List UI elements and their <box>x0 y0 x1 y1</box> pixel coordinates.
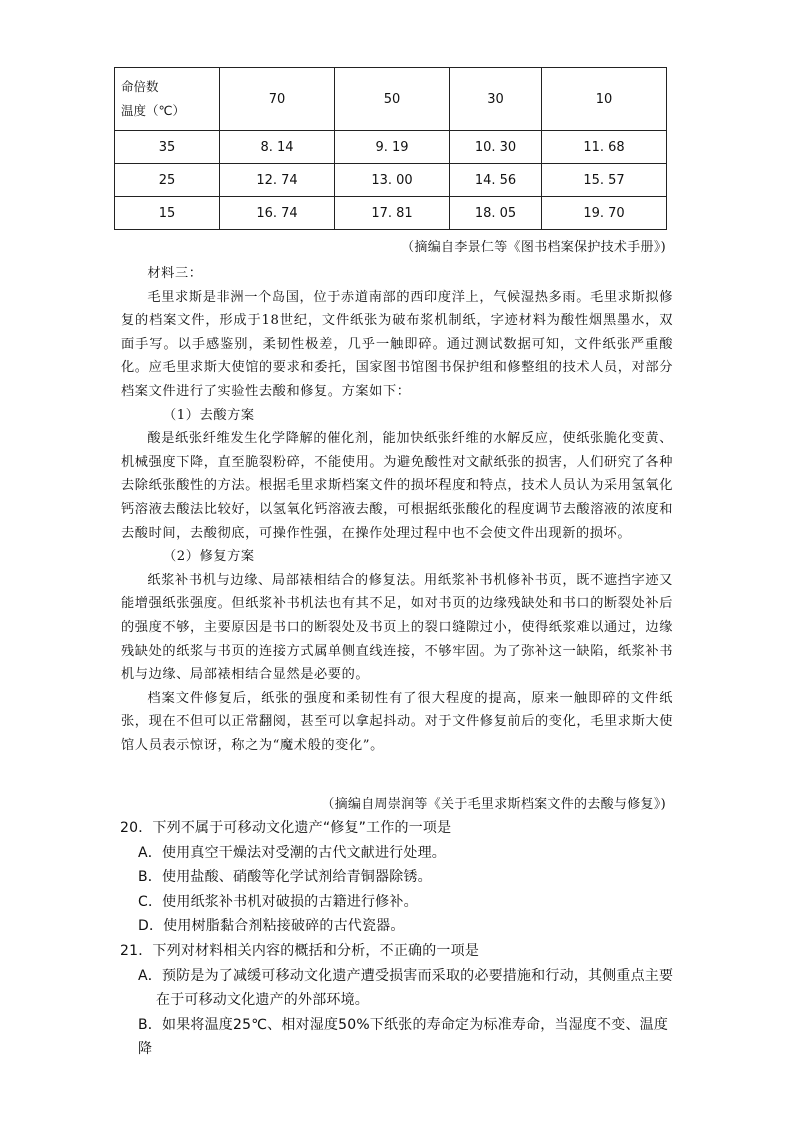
table-header-row <box>115 68 667 131</box>
question-21-option-a[interactable]: A．预防是为了减缓可移动文化遗产遭受损害而采取的必要措施和行动，其侧重点主要 <box>138 967 674 984</box>
question-21-option-a-continued: 在于可移动文化遗产的外部环境。 <box>156 992 369 1009</box>
question-20-option-c[interactable]: C．使用纸浆补书机对破损的古籍进行修补。 <box>138 893 418 910</box>
table-row <box>115 197 667 230</box>
table-cell: 8. 14 <box>220 131 335 164</box>
question-20-stem: 20．下列不属于可移动文化遗产“修复”工作的一项是 <box>120 820 452 836</box>
table-cell: 14. 56 <box>450 164 542 197</box>
table-row <box>115 131 667 164</box>
paragraph-repair: 纸浆补书机与边缘、局部裱相结合的修复法。用纸浆补书机修补书页，既不遮挡字迹又能增强纸张强度。但纸浆补书机法也有其不足，如对书页的边缘残缺处和书口的断裂处补后的强度不够，主要原因是书口的断裂处及书页上的裂口缝隙过小，使得纸浆难以通过，边缘残缺处的纸浆与书页的连接方式属单侧直线连接，不够牢固。为了弥补这一缺陷，纸浆补书机与边缘、局部裱相结合显然是必要的。 <box>121 572 673 683</box>
question-20-option-d[interactable]: D．使用树脂黏合剂粘接破碎的古代瓷器。 <box>138 918 405 935</box>
paper-life-table <box>114 67 667 230</box>
col-header: 70 <box>220 68 335 131</box>
question-21-option-b[interactable]: B．如果将温度25℃、相对湿度50%下纸张的寿命定为标准寿命，当湿度不变、温度降 <box>138 1016 669 1058</box>
table-corner-cell <box>115 68 220 131</box>
material-three-section <box>121 262 673 757</box>
question-20-option-b[interactable]: B．使用盐酸、硝酸等化学试剂给青铜器除锈。 <box>138 869 432 886</box>
table-cell: 18. 05 <box>450 197 542 230</box>
table-cell: 15. 57 <box>542 164 667 197</box>
col-header: 50 <box>335 68 450 131</box>
paragraph-background: 毛里求斯是非洲一个岛国，位于赤道南部的西印度洋上，气候湿热多雨。毛里求斯拟修复的档案文件，形成于18世纪，文件纸张为破布浆机制纸，字迹材料为酸性烟黑墨水，双面手写。以手感鉴别，柔韧性极差，几乎一触即碎。通过测试数据可知，文件纸张严重酸化。应毛里求斯大使馆的要求和委托，国家图书馆图书保护组和修整组的技术人员，对部分档案文件进行了实验性去酸和修复。方案如下： <box>121 289 673 399</box>
corner-bottom-label: 温度（℃） <box>121 103 186 118</box>
table-cell: 12. 74 <box>220 164 335 197</box>
material-title: 材料三： <box>147 266 203 281</box>
material-source-citation: （摘编自周崇润等《关于毛里求斯档案文件的去酸与修复》) <box>321 797 666 812</box>
table-cell: 10. 30 <box>450 131 542 164</box>
subheading-deacidify: （1）去酸方案 <box>163 407 255 423</box>
table-cell: 9. 19 <box>335 131 450 164</box>
row-temp-cell: 35 <box>115 131 220 164</box>
question-21-stem: 21．下列对材料相关内容的概括和分析，不正确的一项是 <box>120 942 480 959</box>
question-20-option-a[interactable]: A．使用真空干燥法对受潮的古代文献进行处理。 <box>138 844 446 861</box>
questions-section <box>120 816 680 1062</box>
corner-top-label: 命倍数 <box>121 79 159 94</box>
col-header: 10 <box>542 68 667 131</box>
table-cell: 11. 68 <box>542 131 667 164</box>
table-cell: 19. 70 <box>542 197 667 230</box>
paragraph-deacidify: 酸是纸张纤维发生化学降解的催化剂，能加快纸张纤维的水解反应，使纸张脆化变黄、机械强度下降，直至脆裂粉碎，不能使用。为避免酸性对文献纸张的损害，人们研究了各种去除纸张酸性的方法。根据毛里求斯档案文件的损坏程度和特点，技术人员认为采用氢氧化钙溶液去酸法比较好，以氢氧化钙溶液去酸，可根据纸张酸化的程度调节去酸溶液的浓度和去酸时间，去酸彻底，可操作性强，在操作处理过程中也不会使文件出现新的损坏。 <box>121 431 673 541</box>
subheading-repair: （2）修复方案 <box>163 549 255 565</box>
table-cell: 16. 74 <box>220 197 335 230</box>
table-cell: 17. 81 <box>335 197 450 230</box>
table-row <box>115 164 667 197</box>
row-temp-cell: 25 <box>115 164 220 197</box>
table-source-citation: （摘编自李景仁等《图书档案保护技术手册》) <box>401 240 666 255</box>
table-cell: 13. 00 <box>335 164 450 197</box>
paragraph-result: 档案文件修复后，纸张的强度和柔韧性有了很大程度的提高，原来一触即碎的文件纸张，现在不但可以正常翻阅，甚至可以拿起抖动。对于文件修复前后的变化，毛里求斯大使馆人员表示惊讶，称之为“魔术般的变化”。 <box>121 690 673 753</box>
col-header: 30 <box>450 68 542 131</box>
row-temp-cell: 15 <box>115 197 220 230</box>
